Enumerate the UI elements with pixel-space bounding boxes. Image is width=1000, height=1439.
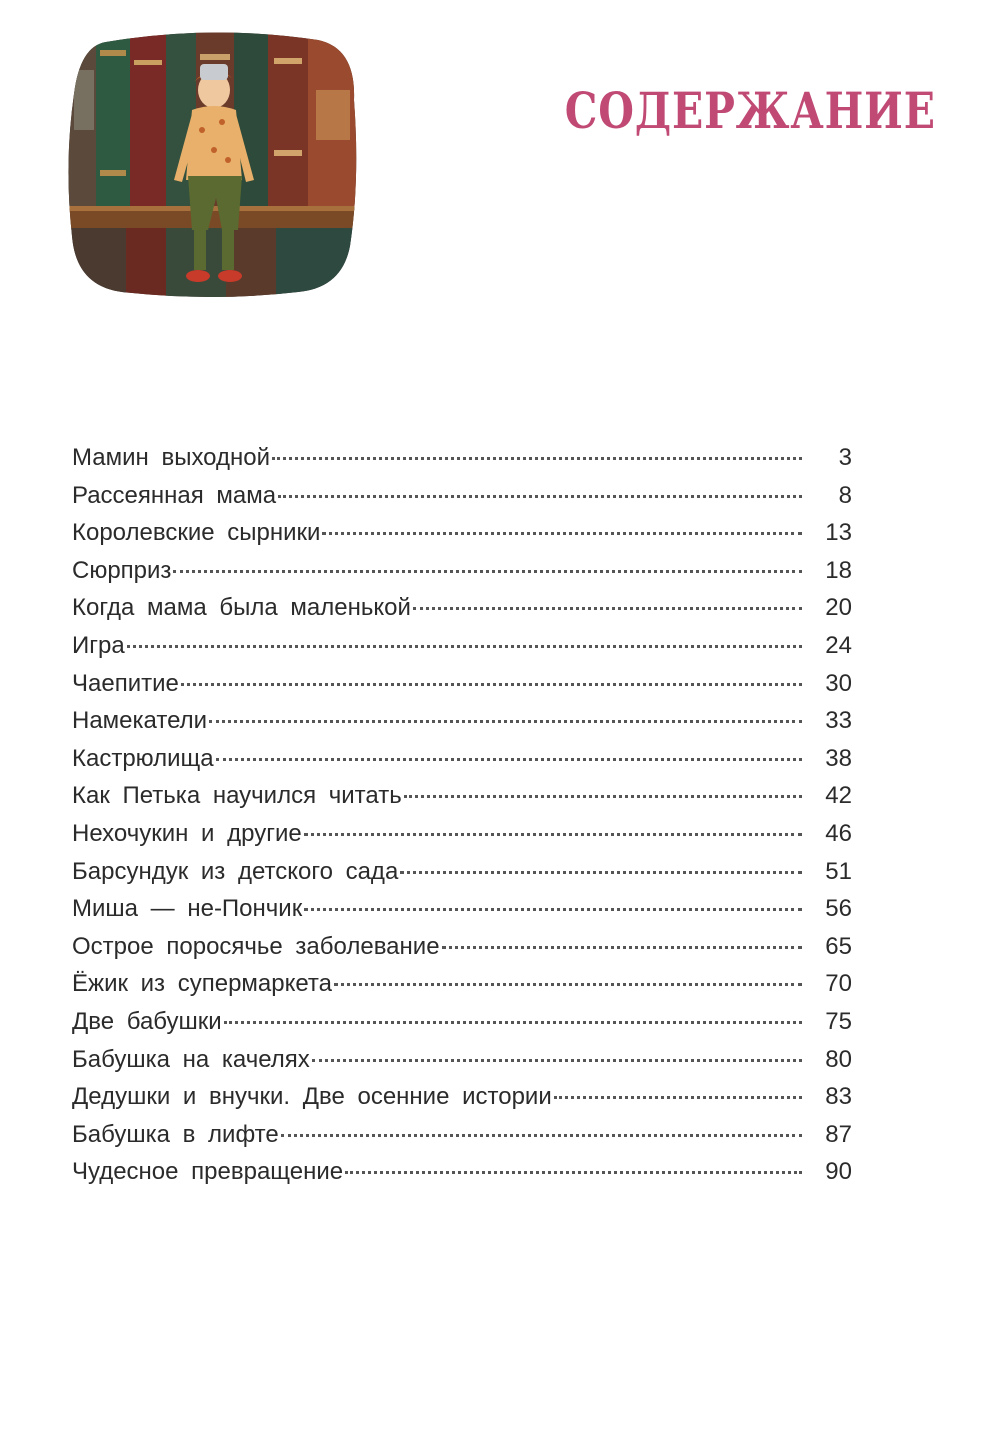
toc-entry-title: Миша — не-Пончик	[72, 895, 303, 923]
toc-leader-dots	[345, 1171, 802, 1174]
toc-entry-title: Намекатели	[72, 707, 208, 735]
toc-entry[interactable]	[72, 707, 852, 745]
toc-entry[interactable]	[72, 1008, 852, 1046]
toc-leader-dots	[216, 758, 802, 761]
toc-leader-dots	[281, 1134, 802, 1137]
toc-entry[interactable]	[72, 1046, 852, 1084]
boy-on-bookshelf-illustration	[66, 30, 358, 298]
toc-leader-dots	[181, 683, 802, 686]
toc-leader-dots	[413, 607, 802, 610]
toc-entry[interactable]	[72, 632, 852, 670]
toc-entry[interactable]	[72, 782, 852, 820]
toc-entry[interactable]	[72, 519, 852, 557]
toc-entry-page-number: 8	[838, 481, 852, 509]
toc-leader-dots	[272, 457, 802, 460]
toc-entry-title: Чаепитие	[72, 669, 179, 697]
page-title: СОДЕРЖАНИЕ	[564, 81, 936, 140]
toc-entry-page-number: 18	[825, 556, 852, 584]
toc-entry[interactable]	[72, 482, 852, 520]
toc-entry[interactable]	[72, 1158, 852, 1196]
toc-entry-title: Барсундук из детского сада	[72, 857, 399, 885]
toc-entry-title: Рассеянная мама	[72, 481, 277, 509]
toc-entry-title: Сюрприз	[72, 556, 172, 584]
toc-entry-page-number: 87	[825, 1120, 852, 1148]
toc-entry-page-number: 3	[838, 444, 852, 471]
toc-leader-dots	[442, 946, 802, 949]
toc-entry[interactable]	[72, 933, 852, 971]
toc-leader-dots	[304, 833, 802, 836]
toc-leader-dots	[127, 645, 802, 648]
toc-entry[interactable]	[72, 858, 852, 896]
toc-entry-title: Игра	[72, 631, 125, 659]
toc-entry-title: Королевские сырники	[72, 519, 321, 547]
table-of-contents	[72, 444, 852, 1196]
toc-entry-page-number: 75	[825, 1007, 852, 1035]
toc-entry-title: Острое поросячье заболевание	[72, 932, 440, 960]
toc-entry-page-number: 51	[825, 857, 852, 885]
toc-entry-page-number: 30	[825, 669, 852, 697]
toc-entry-page-number: 38	[825, 744, 852, 772]
toc-entry[interactable]	[72, 820, 852, 858]
toc-entry-title: Когда мама была маленькой	[72, 594, 411, 622]
toc-leader-dots	[224, 1021, 802, 1024]
toc-entry-page-number: 42	[825, 782, 852, 810]
toc-entry-title: Ёжик из супермаркета	[72, 970, 333, 998]
toc-entry[interactable]	[72, 970, 852, 1008]
toc-entry-page-number: 80	[825, 1045, 852, 1073]
toc-leader-dots	[404, 795, 802, 798]
toc-entry[interactable]	[72, 1083, 852, 1121]
toc-entry-title: Бабушка на качелях	[72, 1045, 310, 1073]
toc-entry[interactable]	[72, 444, 852, 482]
toc-entry-title: Чудесное превращение	[72, 1158, 344, 1186]
toc-entry-title: Нехочукин и другие	[72, 819, 302, 847]
toc-entry-title: Кастрюлища	[72, 744, 214, 772]
toc-entry[interactable]	[72, 1121, 852, 1159]
toc-leader-dots	[554, 1096, 802, 1099]
toc-leader-dots	[312, 1059, 802, 1062]
toc-entry-title: Дедушки и внучки. Две осенние истории	[72, 1083, 552, 1111]
toc-leader-dots	[173, 570, 802, 573]
toc-entry[interactable]	[72, 745, 852, 783]
toc-entry-page-number: 90	[825, 1158, 852, 1186]
toc-entry-title: Две бабушки	[72, 1007, 222, 1035]
toc-entry[interactable]	[72, 670, 852, 708]
toc-entry-title: Бабушка в лифте	[72, 1120, 279, 1148]
toc-leader-dots	[400, 871, 802, 874]
toc-entry[interactable]	[72, 895, 852, 933]
toc-entry-page-number: 13	[825, 519, 852, 547]
toc-leader-dots	[209, 720, 802, 723]
toc-leader-dots	[334, 983, 802, 986]
toc-entry[interactable]	[72, 557, 852, 595]
toc-entry[interactable]	[72, 594, 852, 632]
toc-entry-page-number: 83	[825, 1083, 852, 1111]
toc-entry-page-number: 24	[825, 631, 852, 659]
toc-entry-title: Как Петька научился читать	[72, 782, 402, 810]
toc-leader-dots	[278, 495, 802, 498]
toc-entry-page-number: 33	[825, 707, 852, 735]
toc-entry-title: Мамин выходной	[72, 444, 270, 471]
toc-entry-page-number: 46	[825, 819, 852, 847]
toc-entry-page-number: 20	[825, 594, 852, 622]
toc-entry-page-number: 56	[825, 895, 852, 923]
toc-entry-page-number: 70	[825, 970, 852, 998]
toc-entry-page-number: 65	[825, 932, 852, 960]
toc-leader-dots	[322, 532, 802, 535]
toc-leader-dots	[304, 908, 802, 911]
